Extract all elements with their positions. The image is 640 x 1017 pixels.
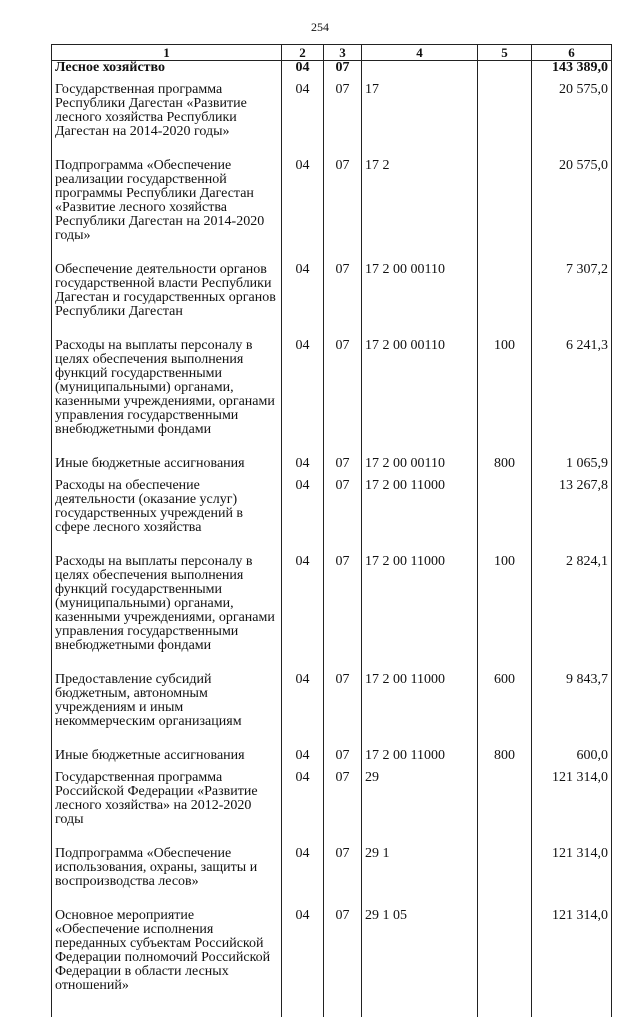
table-row-continuation: [52, 993, 612, 1017]
row-expense-type: 800: [478, 749, 532, 771]
row-subsection: 07: [324, 847, 362, 909]
row-amount: 1 065,9: [532, 457, 612, 479]
table-row: [52, 61, 612, 83]
row-name: Предоставление субсидий бюджетным, автономным учреждениям и иным некоммерческим организациям: [52, 673, 282, 749]
row-name: Расходы на обеспечение деятельности (оказание услуг) государственных учреждений в сфере лесного хозяйства: [52, 479, 282, 555]
row-name: Подпрограмма «Обеспечение реализации государственной программы Республики Дагестан «Развитие лесного хозяйства Республики Дагестан на 2014-2020 годы»: [52, 159, 282, 263]
row-section: 04: [282, 457, 324, 479]
row-expense-type: 100: [478, 555, 532, 673]
row-section: 04: [282, 263, 324, 339]
row-name: Государственная программа Российской Федерации «Развитие лесного хозяйства» на 2012-2020 годы: [52, 771, 282, 847]
table-row: [52, 83, 612, 159]
row-section: 04: [282, 749, 324, 771]
row-name: Иные бюджетные ассигнования: [52, 457, 282, 479]
row-section: 04: [282, 61, 324, 83]
row-expense-type: [478, 159, 532, 263]
table-row: [52, 749, 612, 771]
row-amount: 121 314,0: [532, 771, 612, 847]
table-body: [52, 61, 612, 1017]
row-amount: 6 241,3: [532, 339, 612, 457]
row-amount: 7 307,2: [532, 263, 612, 339]
row-amount: 20 575,0: [532, 83, 612, 159]
table-header-row: [52, 45, 612, 61]
row-subsection: 07: [324, 555, 362, 673]
row-expense-type: [478, 479, 532, 555]
column-header-1: 1: [52, 45, 282, 61]
row-expense-type: 800: [478, 457, 532, 479]
row-amount: 2 824,1: [532, 555, 612, 673]
row-target-code: 17 2: [362, 159, 478, 263]
row-expense-type: [478, 847, 532, 909]
row-section: 04: [282, 555, 324, 673]
row-target-code: 29 1 05: [362, 909, 478, 993]
table-row: [52, 771, 612, 847]
row-section: 04: [282, 847, 324, 909]
table-row: [52, 263, 612, 339]
row-target-code: 17 2 00 11000: [362, 673, 478, 749]
row-target-code: 17 2 00 11000: [362, 479, 478, 555]
row-name: Иные бюджетные ассигнования: [52, 749, 282, 771]
row-target-code: 17: [362, 83, 478, 159]
table-row: [52, 457, 612, 479]
row-subsection: 07: [324, 263, 362, 339]
row-section: 04: [282, 673, 324, 749]
row-name: Обеспечение деятельности органов государственной власти Республики Дагестан и государственных органов Республики Дагестан: [52, 263, 282, 339]
row-expense-type: [478, 771, 532, 847]
row-expense-type: [478, 909, 532, 993]
row-section: 04: [282, 83, 324, 159]
row-name: Расходы на выплаты персоналу в целях обеспечения выполнения функций государственными (муниципальными) органами, казенными учреждениями, органами управления государственными внебюджетными фондами: [52, 555, 282, 673]
row-section: 04: [282, 339, 324, 457]
row-subsection: 07: [324, 61, 362, 83]
row-subsection: 07: [324, 749, 362, 771]
row-subsection: 07: [324, 909, 362, 993]
row-subsection: 07: [324, 457, 362, 479]
page-number: 254: [311, 20, 329, 34]
row-name: Подпрограмма «Обеспечение использования, охраны, защиты и воспроизводства лесов»: [52, 847, 282, 909]
row-subsection: 07: [324, 339, 362, 457]
row-name: Лесное хозяйство: [52, 61, 282, 83]
row-amount: 121 314,0: [532, 847, 612, 909]
row-amount: 121 314,0: [532, 909, 612, 993]
row-amount: 13 267,8: [532, 479, 612, 555]
row-amount: 9 843,7: [532, 673, 612, 749]
row-subsection: 07: [324, 83, 362, 159]
row-target-code: 29: [362, 771, 478, 847]
row-subsection: 07: [324, 479, 362, 555]
row-target-code: 17 2 00 00110: [362, 263, 478, 339]
budget-table: [51, 44, 612, 1017]
table-row: [52, 673, 612, 749]
row-name: Государственная программа Республики Дагестан «Развитие лесного хозяйства Республики Дагестан на 2014-2020 годы»: [52, 83, 282, 159]
row-subsection: 07: [324, 159, 362, 263]
row-target-code: [362, 61, 478, 83]
row-subsection: 07: [324, 771, 362, 847]
row-target-code: 29 1: [362, 847, 478, 909]
row-section: 04: [282, 159, 324, 263]
row-section: 04: [282, 771, 324, 847]
row-section: 04: [282, 479, 324, 555]
column-header-6: 6: [532, 45, 612, 61]
table-row: [52, 555, 612, 673]
row-expense-type: 100: [478, 339, 532, 457]
row-expense-type: [478, 83, 532, 159]
row-expense-type: [478, 61, 532, 83]
row-expense-type: [478, 263, 532, 339]
column-header-2: 2: [282, 45, 324, 61]
table-row: [52, 159, 612, 263]
row-target-code: 17 2 00 11000: [362, 555, 478, 673]
column-header-5: 5: [478, 45, 532, 61]
row-expense-type: 600: [478, 673, 532, 749]
table-row: [52, 479, 612, 555]
column-header-4: 4: [362, 45, 478, 61]
row-section: 04: [282, 909, 324, 993]
row-amount: 143 389,0: [532, 61, 612, 83]
table-row: [52, 909, 612, 993]
table-row: [52, 339, 612, 457]
row-subsection: 07: [324, 673, 362, 749]
table-row: [52, 847, 612, 909]
row-name: Расходы на выплаты персоналу в целях обеспечения выполнения функций государственными (муниципальными) органами, казенными учреждениями, органами управления государственными внебюджетными фондами: [52, 339, 282, 457]
row-name: Основное мероприятие «Обеспечение исполнения переданных субъектам Российской Федерации полномочий Российской Федерации в области лесных отношений»: [52, 909, 282, 993]
row-amount: 600,0: [532, 749, 612, 771]
row-target-code: 17 2 00 11000: [362, 749, 478, 771]
row-target-code: 17 2 00 00110: [362, 339, 478, 457]
row-amount: 20 575,0: [532, 159, 612, 263]
column-header-3: 3: [324, 45, 362, 61]
row-target-code: 17 2 00 00110: [362, 457, 478, 479]
